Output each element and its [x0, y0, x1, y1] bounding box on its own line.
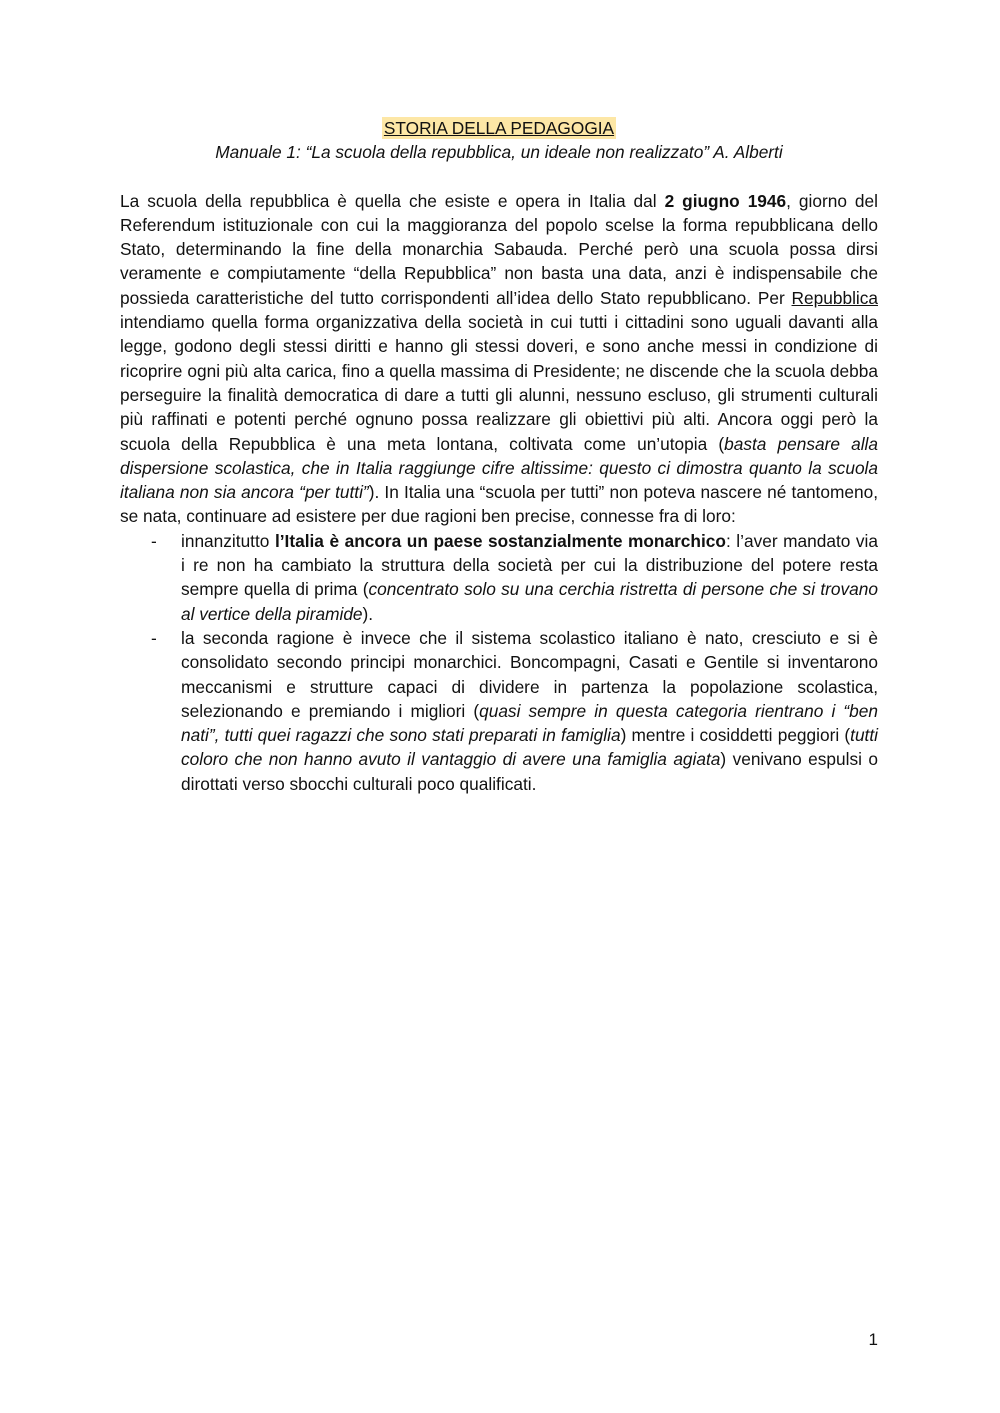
bullet-dash: - [151, 530, 157, 551]
paragraph-text: La scuola della repubblica è quella che esiste e opera in Italia dal [120, 190, 665, 211]
paragraph-italic: basta pensare alla dispersione scolastica, che in Italia raggiunge cifre altissime: questo ci dimostra quanto la scuola italiana non sia ancora “per tutti” [120, 433, 879, 503]
bullet-italic: concentrato solo su una cerchia ristretta di persone che si trovano al vertice della piramide [181, 579, 879, 624]
paragraph-text: ). In Italia una “scuola per tutti” non poteva nascere né tantomeno, se nata, continuare ad esistere per due ragioni ben precise, connesse fra di loro: [120, 482, 878, 527]
document-subtitle: Manuale 1: “La scuola della repubblica, un ideale non realizzato” A. Alberti [215, 142, 783, 163]
list-item [120, 626, 878, 796]
reasons-list [120, 529, 878, 796]
paragraph-text: intendiamo quella forma organizzativa della società in cui tutti i cittadini sono uguali davanti alla legge, godono degli stessi diritti e hanno gli stessi doveri, e sono anche messi in condizione di ricoprire ogni più alta carica, fino a quella massima di Presidente; ne discende che la scuola debba perseguire la finalità democratica di dare a tutti gli alunni, nessuno escluso, gli strumenti culturali più raffinati e potenti perché ognuno possa realizzare gli obiettivi più alti. Ancora oggi però la scuola della Repubblica è una meta lontana, coltivata come un’utopia ( [120, 312, 878, 454]
document-page [120, 116, 878, 796]
bullet-dash: - [151, 627, 157, 648]
paragraph-date: 2 giugno 1946 [664, 190, 787, 211]
title-line [120, 116, 878, 140]
paragraph-text: , giorno del Referendum istituzionale con cui la maggioranza del popolo scelse la forma repubblicana dello Stato, determinando la fine della monarchia Sabauda. Perché però una scuola possa dirsi veramente e compiutamente “della Repubblica” non basta una data, anzi è indispensabile che possieda caratteristiche del tutto corrispondenti all’idea dello Stato repubblicano. Per [120, 190, 878, 308]
page-number: 1 [868, 1330, 878, 1349]
document-title: STORIA DELLA PEDAGOGIA [383, 118, 615, 138]
bullet-text: ) venivano espulsi o dirottati verso sbocchi culturali poco qualificati. [181, 749, 878, 794]
bullet-italic: tutti coloro che non hanno avuto il vantaggio di avere una famiglia agiata [181, 725, 878, 770]
list-item [120, 529, 878, 626]
intro-paragraph [120, 189, 878, 529]
bullet-text: : l’aver mandato via i re non ha cambiato la struttura della società per cui la distribuzione del potere resta sempre quella di prima ( [181, 530, 878, 600]
bullet-italic: quasi sempre in questa categoria rientrano i “ben nati”, tutti quei ragazzi che sono stati preparati in famiglia [181, 700, 878, 746]
bullet-bold: l’Italia è ancora un paese sostanzialmente monarchico [274, 530, 726, 551]
bullet-text: ) mentre i cosiddetti peggiori ( [620, 725, 851, 746]
bullet-text: ). [362, 603, 374, 624]
bullet-text: la seconda ragione è invece che il sistema scolastico italiano è nato, cresciuto e si è consolidato secondo principi monarchici. Boncompagni, Casati e Gentile si inventarono meccanismi e strutture capaci di dividere in partenza la popolazione scolastica, selezionando e premiando i migliori ( [181, 627, 878, 721]
bullet-text: innanzitutto [181, 530, 275, 551]
paragraph-term: Repubblica [791, 287, 878, 308]
